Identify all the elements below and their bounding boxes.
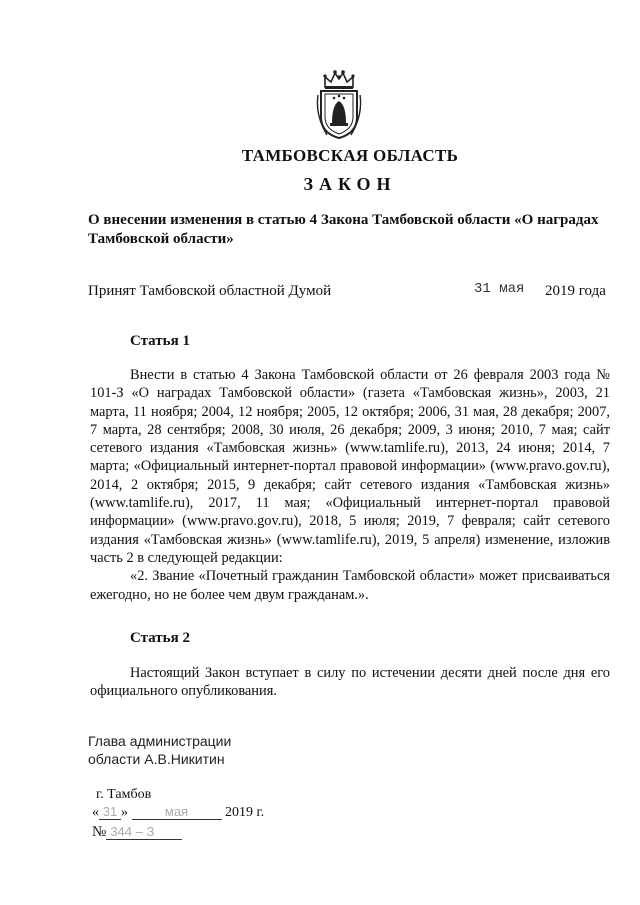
signing-year: 2019 г.	[225, 805, 265, 820]
article-2-body	[90, 664, 610, 701]
article-1-paragraph: Внести в статью 4 Закона Тамбовской области от 26 февраля 2003 года № 101-З «О наградах Тамбовской области» (газета «Тамбовская жизнь», 2003, 21 марта, 11 ноября; 2004, 12 ноября; 2005, 12 октября; 2006, 31 мая, 28 декабря; 2007, 7 марта, 28 сентября; 2008, 30 июля, 26 декабря; 2009, 3 июня; 2010, 7 мая; сайт сетевого издания «Тамбовская жизнь» (www.tamlife.ru), 2013, 24 июня; 2014, 7 марта; «Официальный интернет-портал правовой информации» (www.pravo.gov.ru), 2014, 2 октября; 2015, 9 декабря; сайт сетевого издания «Тамбовская жизнь» (www.tamlife.ru), 2017, 11 мая; «Официальный интернет-портал правовой информации» (www.pravo.gov.ru), 2018, 5 июля; 2019, 7 февраля; сайт сетевого издания «Тамбовская жизнь» (www.tamlife.ru), 2019, 5 апреля) изменение, изложив часть 2 в следующей редакции:	[90, 367, 610, 566]
region-name: ТАМБОВСКАЯ ОБЛАСТЬ	[241, 146, 459, 165]
adoption-date: 31 мая	[474, 281, 525, 297]
adoption-year: 2019 года	[545, 283, 606, 299]
article-1-quote: «2. Звание «Почетный гражданин Тамбовской области» может присваиваться ежегодно, но не более чем двум гражданам.».	[90, 568, 610, 603]
date-close-quote: »	[121, 805, 128, 820]
signature-block	[88, 732, 231, 768]
signing-day: 31	[99, 804, 121, 820]
document-type: ЗАКОН	[303, 174, 397, 194]
law-title: О внесении изменения в статью 4 Закона Тамбовской области «О наградах Тамбовской области»	[88, 212, 599, 247]
article-1-heading: Статья 1	[130, 333, 190, 349]
number-label: №	[92, 824, 107, 840]
date-open-quote: «	[92, 805, 99, 820]
article-2-paragraph: Настоящий Закон вступает в силу по истечении десяти дней после дня его официального опубликования.	[90, 665, 610, 700]
article-1-body	[90, 366, 610, 604]
city: г. Тамбов	[96, 787, 152, 802]
number-value: 344 – З	[106, 824, 182, 840]
adoption-text: Принят Тамбовской областной Думой	[88, 283, 332, 299]
law-number	[92, 824, 182, 841]
signing-date	[92, 804, 264, 821]
signature-position: Глава администрации	[88, 733, 232, 749]
signature-name: области А.В.Никитин	[88, 751, 225, 767]
article-2-heading: Статья 2	[130, 630, 190, 646]
coat-of-arms-icon	[313, 65, 365, 141]
signing-month: мая	[132, 804, 222, 820]
